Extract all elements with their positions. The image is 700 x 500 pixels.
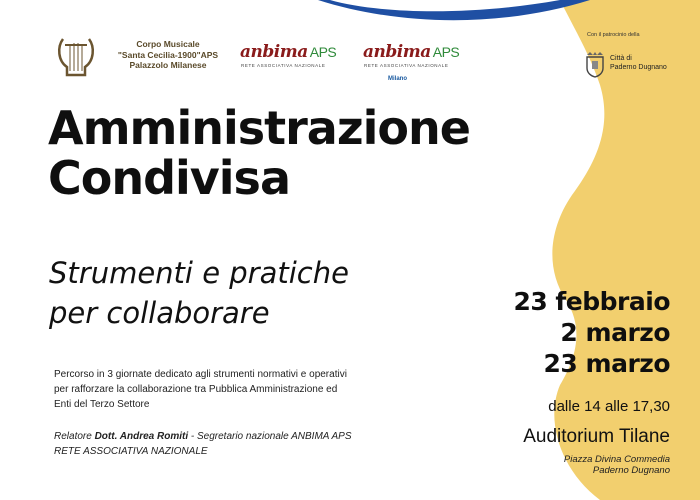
patrocinio-label: Con il patrocinio della [587,32,640,38]
address-line-1: Piazza Divina Commedia [563,454,670,465]
yellow-wave-shape [552,0,700,500]
corpo-musicale-logo-text [98,39,238,71]
description-line-1: Percorso in 3 giornate dedicato agli strumenti normativi e operativi [54,369,347,380]
city-crest-icon [584,52,606,78]
address-line-2: Paderno Dugnano [592,465,670,476]
anbima-milano-logo [363,42,459,62]
anbima-milano-logo-name: anbima [363,42,431,62]
event-time: dalle 14 alle 17,30 [548,398,670,415]
relatore-name: Dott. Andrea Romiti [94,431,189,442]
relatore-line-2: RETE ASSOCIATIVA NAZIONALE [54,446,208,457]
event-date-2: 2 marzo [560,318,670,347]
city-name-line-2: Paderno Dugnano [610,63,667,71]
page-subtitle [49,253,349,333]
description-line-3: Enti del Terzo Settore [54,399,150,410]
anbima-milano-city: Milano [388,76,407,82]
anbima-logo-subtitle: RETE ASSOCIATIVA NAZIONALE [241,63,326,68]
event-date-1: 23 febbraio [513,287,670,316]
blue-arc-shape [318,0,590,20]
corpo-line-3: Palazzolo Milanese [129,60,207,70]
page-title [48,103,470,203]
anbima-logo [240,42,336,62]
title-line-1: Amministrazione [48,101,470,155]
event-address [564,454,670,476]
relatore-suffix: - Segretario nazionale ANBIMA APS [188,431,352,442]
relatore-prefix: Relatore [54,431,95,442]
event-venue: Auditorium Tilane [523,426,670,447]
description [54,367,414,412]
subtitle-line-2: per collaborare [49,296,270,330]
anbima-milano-logo-aps: APS [432,44,460,60]
event-date-3: 23 marzo [543,349,670,378]
city-name [610,55,667,72]
description-line-2: per rafforzare la collaborazione tra Pubblica Amministrazione ed [54,384,338,395]
corpo-line-2: "Santa Cecilia-1900"APS [117,49,219,60]
anbima-logo-aps: APS [309,44,337,60]
anbima-logo-name: anbima [240,42,308,62]
relatore-info [54,429,414,459]
city-name-line-1: Città di [610,55,632,62]
anbima-milano-logo-subtitle: RETE ASSOCIATIVA NAZIONALE [364,63,449,68]
event-dates [513,286,670,379]
corpo-line-1: Corpo Musicale [136,39,200,49]
subtitle-line-1: Strumenti e pratiche [49,256,349,290]
title-line-2: Condivisa [48,151,290,205]
lyre-icon [55,35,97,79]
